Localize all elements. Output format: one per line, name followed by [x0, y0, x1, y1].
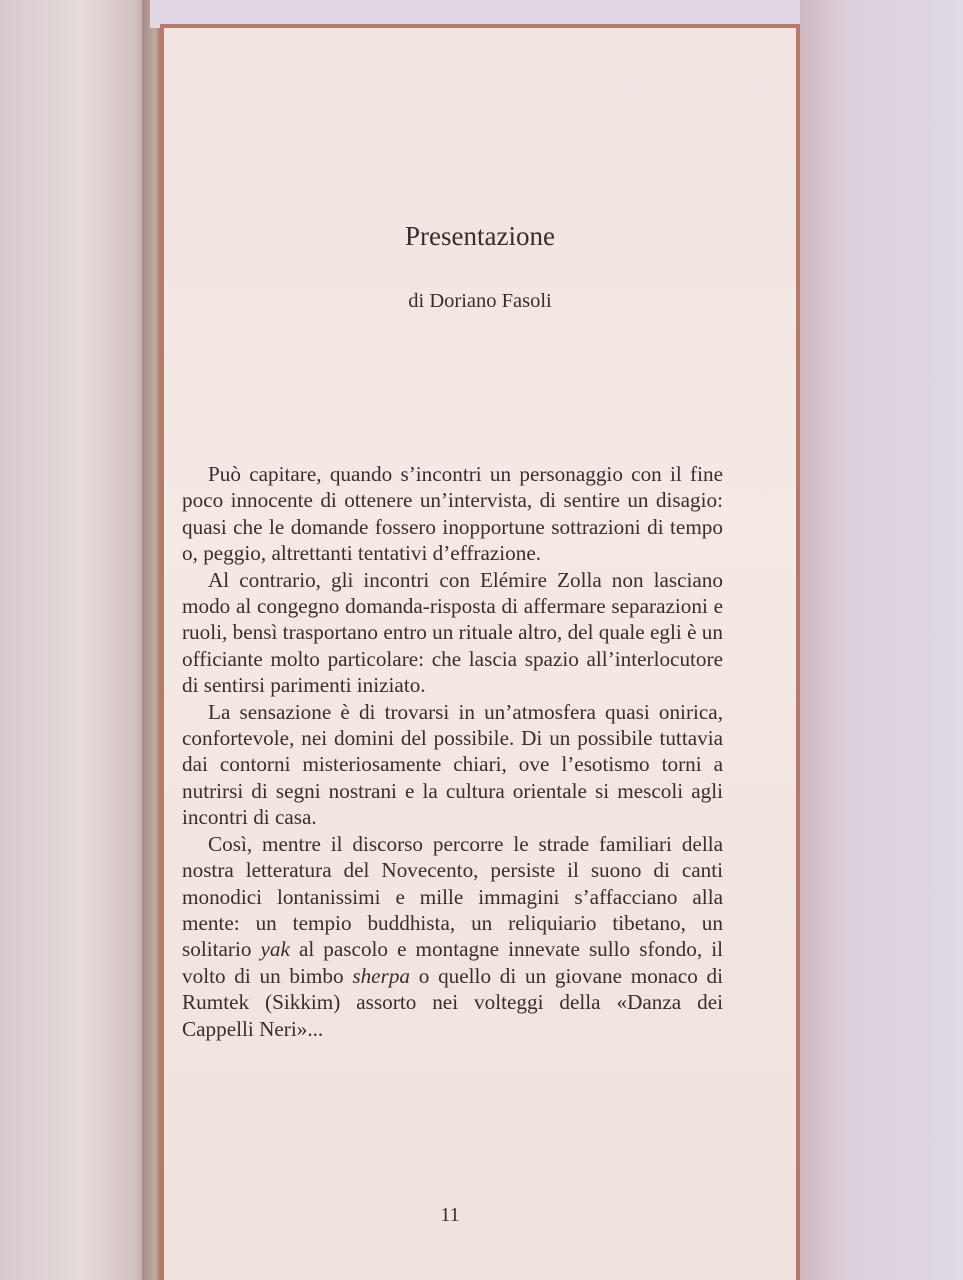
paragraph-text: Al contrario, gli incontri con Elémire Zolla non lasciano modo al congegno domanda-risposta di affermare separazioni e ruoli, bensì trasportano entro un rituale altro, del quale egli è un officiante molto particolare: che lascia spazio all’interlocutore di sentirsi parimenti iniziato.: [182, 567, 723, 698]
paragraph-1: [182, 461, 723, 567]
book-page: [160, 24, 800, 1280]
chapter-title: Presentazione: [405, 221, 555, 251]
paragraph-text: Può capitare, quando s’incontri un personaggio con il fine poco innocente di ottenere un’intervista, di sentire un disagio: quasi che le domande fossero inopportune sottrazioni di tempo o, peggio, altrettanti tentativi d’effrazione.: [182, 462, 723, 566]
paragraph-2: [182, 567, 723, 699]
italic-term-yak: yak: [260, 937, 290, 962]
chapter-author: di Doriano Fasoli: [408, 290, 552, 312]
paragraph-4: [182, 831, 723, 1042]
paragraph-text: La sensazione è di trovarsi in un’atmosfera quasi onirica, confortevole, nei domini del possibile. Di un possibile tuttavia dai contorni misteriosamente chiari, ove l’esotismo torni a nutrirsi di segni nostrani e la cultura orientale si mescoli agli incontri di casa.: [182, 699, 723, 830]
paragraph-3: [182, 699, 723, 831]
page-number: 11: [440, 1204, 460, 1226]
italic-term-sherpa: sherpa: [352, 963, 411, 988]
paragraph-text: Così, mentre il discorso percorre le strade familiari della nostra letteratura del Novecento, persiste il suono di canti monodici lontanissimi e mille immagini s’affacciano alla mente: un tempio buddhista, un reliquiario tibetano, un solitario: [182, 831, 723, 962]
paragraph-text: al pascolo e montagne innevate sullo sfondo, il volto di un bimbo: [182, 937, 723, 988]
body-text: [182, 461, 723, 1042]
background-right: [800, 0, 963, 1280]
paragraph-text: o quello di un giovane monaco di Rumtek (Sikkim) assorto nei volteggi della «Danza dei Cappelli Neri»...: [182, 963, 724, 1041]
left-page-edge: [0, 0, 150, 1280]
